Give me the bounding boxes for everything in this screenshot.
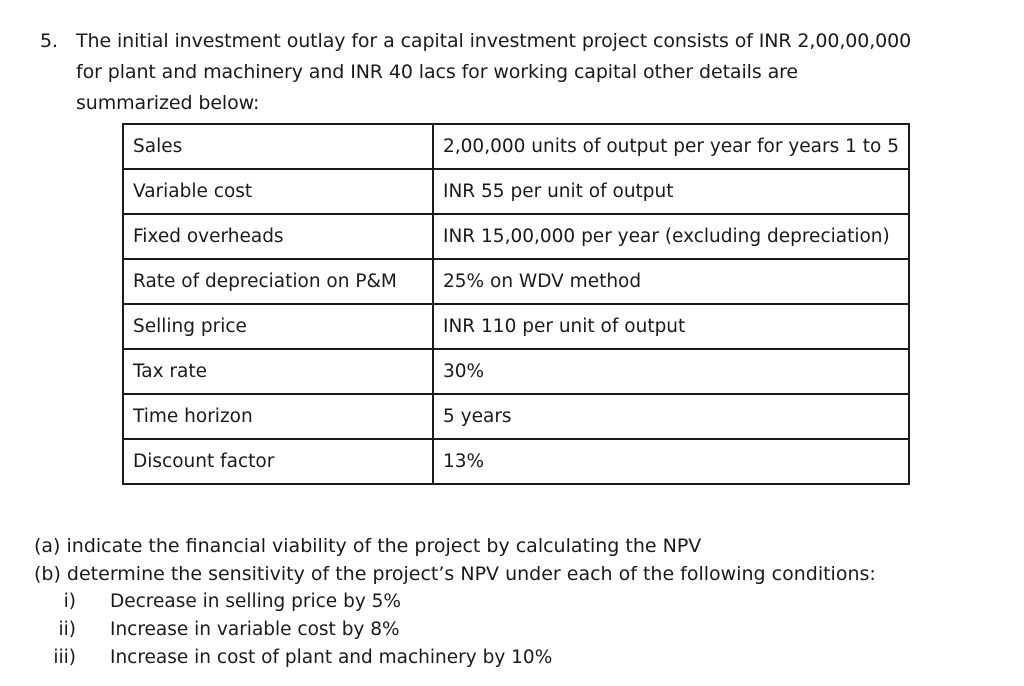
row-label: Variable cost <box>123 169 433 214</box>
table-row <box>123 259 909 304</box>
table-row <box>123 169 909 214</box>
condition-item <box>34 588 994 616</box>
condition-text: Decrease in selling price by 5% <box>110 591 401 612</box>
table-row <box>123 304 909 349</box>
question-number: 5. <box>40 30 58 52</box>
row-value: 2,00,000 units of output per year for years 1 to 5 <box>433 124 909 169</box>
condition-number: i) <box>63 591 76 612</box>
table-row <box>123 124 909 169</box>
row-value: INR 55 per unit of output <box>433 169 909 214</box>
table-row <box>123 394 909 439</box>
question-text-line: The initial investment outlay for a capital investment project consists of INR 2,00,00,000 <box>76 30 912 52</box>
condition-item <box>34 616 994 644</box>
row-label: Fixed overheads <box>123 214 433 259</box>
question-block <box>40 26 940 119</box>
table-row <box>123 439 909 484</box>
condition-text: Increase in variable cost by 8% <box>110 619 400 640</box>
table-row <box>123 349 909 394</box>
question-line-1 <box>40 26 940 57</box>
condition-number: ii) <box>58 619 76 640</box>
row-value: 25% on WDV method <box>433 259 909 304</box>
condition-text: Increase in cost of plant and machinery by 10% <box>110 647 553 668</box>
row-label: Rate of depreciation on P&M <box>123 259 433 304</box>
row-label: Tax rate <box>123 349 433 394</box>
row-value: 13% <box>433 439 909 484</box>
project-details-table <box>122 123 910 485</box>
row-label: Selling price <box>123 304 433 349</box>
task-a: (a) indicate the financial viability of the project by calculating the NPV <box>34 535 702 557</box>
condition-number: iii) <box>53 647 76 668</box>
row-value: INR 15,00,000 per year (excluding depreciation) <box>433 214 909 259</box>
tasks-block <box>34 532 994 672</box>
question-line-2: for plant and machinery and INR 40 lacs for working capital other details are <box>76 61 799 83</box>
row-value: 5 years <box>433 394 909 439</box>
row-value: INR 110 per unit of output <box>433 304 909 349</box>
row-label: Time horizon <box>123 394 433 439</box>
question-line-3: summarized below: <box>76 92 260 114</box>
table-row <box>123 214 909 259</box>
row-value: 30% <box>433 349 909 394</box>
task-b: (b) determine the sensitivity of the project’s NPV under each of the following conditions: <box>34 563 876 585</box>
row-label: Sales <box>123 124 433 169</box>
row-label: Discount factor <box>123 439 433 484</box>
condition-item <box>34 644 994 672</box>
